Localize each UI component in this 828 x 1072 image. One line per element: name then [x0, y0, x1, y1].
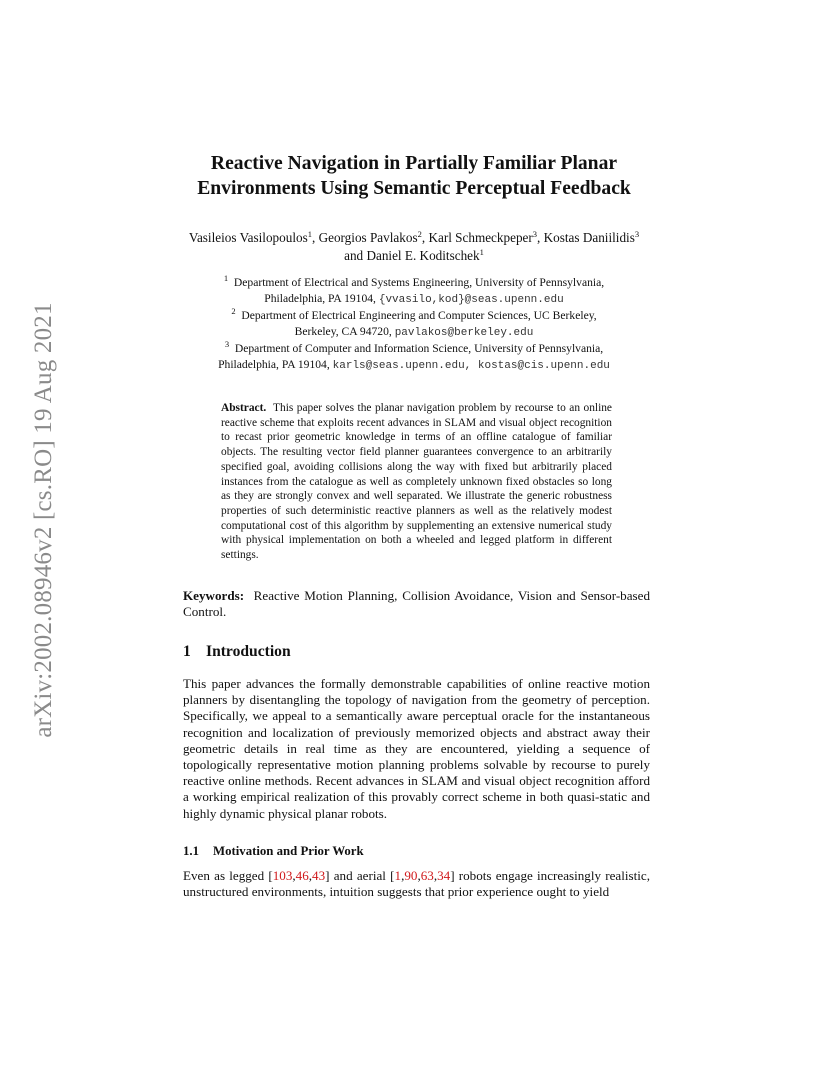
body-text: , [433, 868, 438, 883]
affiliation-address: Philadelphia, PA 19104, [218, 357, 333, 371]
author-line-1 [0, 229, 828, 247]
abstract [221, 401, 612, 563]
section-heading-introduction [183, 643, 291, 661]
citation-link[interactable]: 63 [420, 868, 434, 883]
affiliation-list [0, 275, 828, 375]
citation-link[interactable]: 1 [394, 868, 402, 883]
affiliation-2-line-1 [0, 308, 828, 324]
citation-link[interactable]: 43 [312, 868, 326, 883]
affiliation-text: Department of Electrical Engineering and Computer Sciences, UC Berkeley, [241, 309, 597, 323]
author-name: , Kostas Daniilidis [537, 230, 635, 245]
section-title: Introduction [206, 643, 291, 660]
author-name: , Karl Schmeckpeper [421, 230, 533, 245]
body-text: Even as legged [ [183, 868, 273, 883]
subsection-number: 1.1 [183, 844, 199, 858]
body-text: , [417, 868, 421, 883]
title-line-2: Environments Using Semantic Perceptual Feedback [197, 178, 631, 199]
affil-mark: 2 [231, 306, 236, 317]
email-address[interactable]: karls@seas.upenn.edu, kostas@cis.upenn.edu [332, 359, 610, 372]
body-text: , [308, 868, 313, 883]
author-affil-mark: 3 [634, 229, 640, 239]
subsection-title: Motivation and Prior Work [213, 844, 364, 858]
arxiv-identifier-stamp[interactable]: arXiv:2002.08946v2 [cs.RO] 19 Aug 2021 [30, 302, 57, 738]
title-line-1: Reactive Navigation in Partially Familiar Planar [210, 153, 618, 174]
author-affil-mark: 3 [532, 229, 538, 239]
introduction-paragraph: This paper advances the formally demonstrable capabilities of online reactive motion planners by disentangling the topology of navigation from the geometry of perception. Specifically, we appeal to a semantically aware perceptual oracle for the instantaneous recognition and localization of previously memorized objects and abstract away their geometric details in real time as they are encountered, yielding a sequence of topologically representative motion planning problems solvable by recourse to purely reactive online methods. Recent advances in SLAM and visual object recognition afford a working empirical realization of this provably correct scheme in both quasi-static and highly dynamic physical planar robots. [183, 676, 650, 821]
affil-mark: 1 [223, 273, 229, 283]
affiliation-1-line-2 [0, 291, 828, 309]
author-affil-mark: 1 [307, 229, 312, 239]
body-text: ] and aerial [ [325, 868, 395, 883]
author-name: and Daniel E. Koditschek [344, 248, 480, 263]
affiliation-text: Department of Computer and Information Science, University of Pennsylvania, [234, 342, 604, 356]
keywords-label: Keywords: [183, 588, 245, 603]
keywords [183, 588, 650, 621]
author-line-2 [0, 247, 828, 265]
abstract-text: This paper solves the planar navigation problem by recourse to an online reactive scheme that exploits recent advances in SLAM and visual object recognition to recast prior geometric knowledge in terms of an offline catalogue of familiar objects. The resulting vector field planner guarantees convergence to an arbitrarily specified goal, avoiding collisions along the way with fixed but arbitrarily placed instances from the catalogue as well as completely unknown fixed obstacles so long as they are strongly convex and well separated. We illustrate the generic robustness properties of such deterministic reactive planners as well as the relatively modest computational cost of this algorithm by supplementing an extensive numerical study with physical implementation on both a wheeled and legged platform in different settings. [221, 402, 612, 562]
author-list [0, 229, 828, 265]
affiliation-3-line-2 [0, 357, 828, 375]
citation-link[interactable]: 90 [404, 868, 418, 883]
section-number: 1 [183, 643, 191, 660]
email-address[interactable]: {vvasilo,kod}@seas.upenn.edu [378, 293, 564, 306]
author-name: , Georgios Pavlakos [311, 230, 418, 245]
subsection-heading-motivation [183, 844, 364, 859]
body-text: , [401, 868, 405, 883]
affiliation-text: Department of Electrical and Systems Engineering, University of Pennsylvania, [233, 276, 605, 289]
motivation-paragraph [183, 868, 650, 900]
paper-title [0, 151, 828, 201]
author-affil-mark: 2 [417, 229, 422, 239]
body-text: , [292, 868, 296, 883]
affiliation-2-line-2 [0, 324, 828, 342]
affiliation-1-line-1 [0, 275, 828, 291]
affiliation-3-line-1 [0, 341, 828, 357]
affiliation-address: Berkeley, CA 94720, [294, 324, 395, 338]
body-text: ] robots engage increasingly realistic, unstructured environments, intuition suggests that prior experience ought to yield [183, 868, 650, 900]
affil-mark: 3 [224, 339, 230, 350]
author-affil-mark: 1 [479, 247, 484, 257]
citation-link[interactable]: 34 [437, 868, 451, 883]
citation-link[interactable]: 46 [295, 868, 309, 883]
keywords-text: Reactive Motion Planning, Collision Avoidance, Vision and Sensor-based Control. [183, 588, 650, 620]
citation-link[interactable]: 103 [272, 868, 293, 883]
affiliation-address: Philadelphia, PA 19104, [264, 291, 379, 305]
author-name: Vasileios Vasilopoulos [188, 230, 308, 245]
email-address[interactable]: pavlakos@berkeley.edu [394, 326, 534, 339]
abstract-label: Abstract. [221, 402, 267, 414]
